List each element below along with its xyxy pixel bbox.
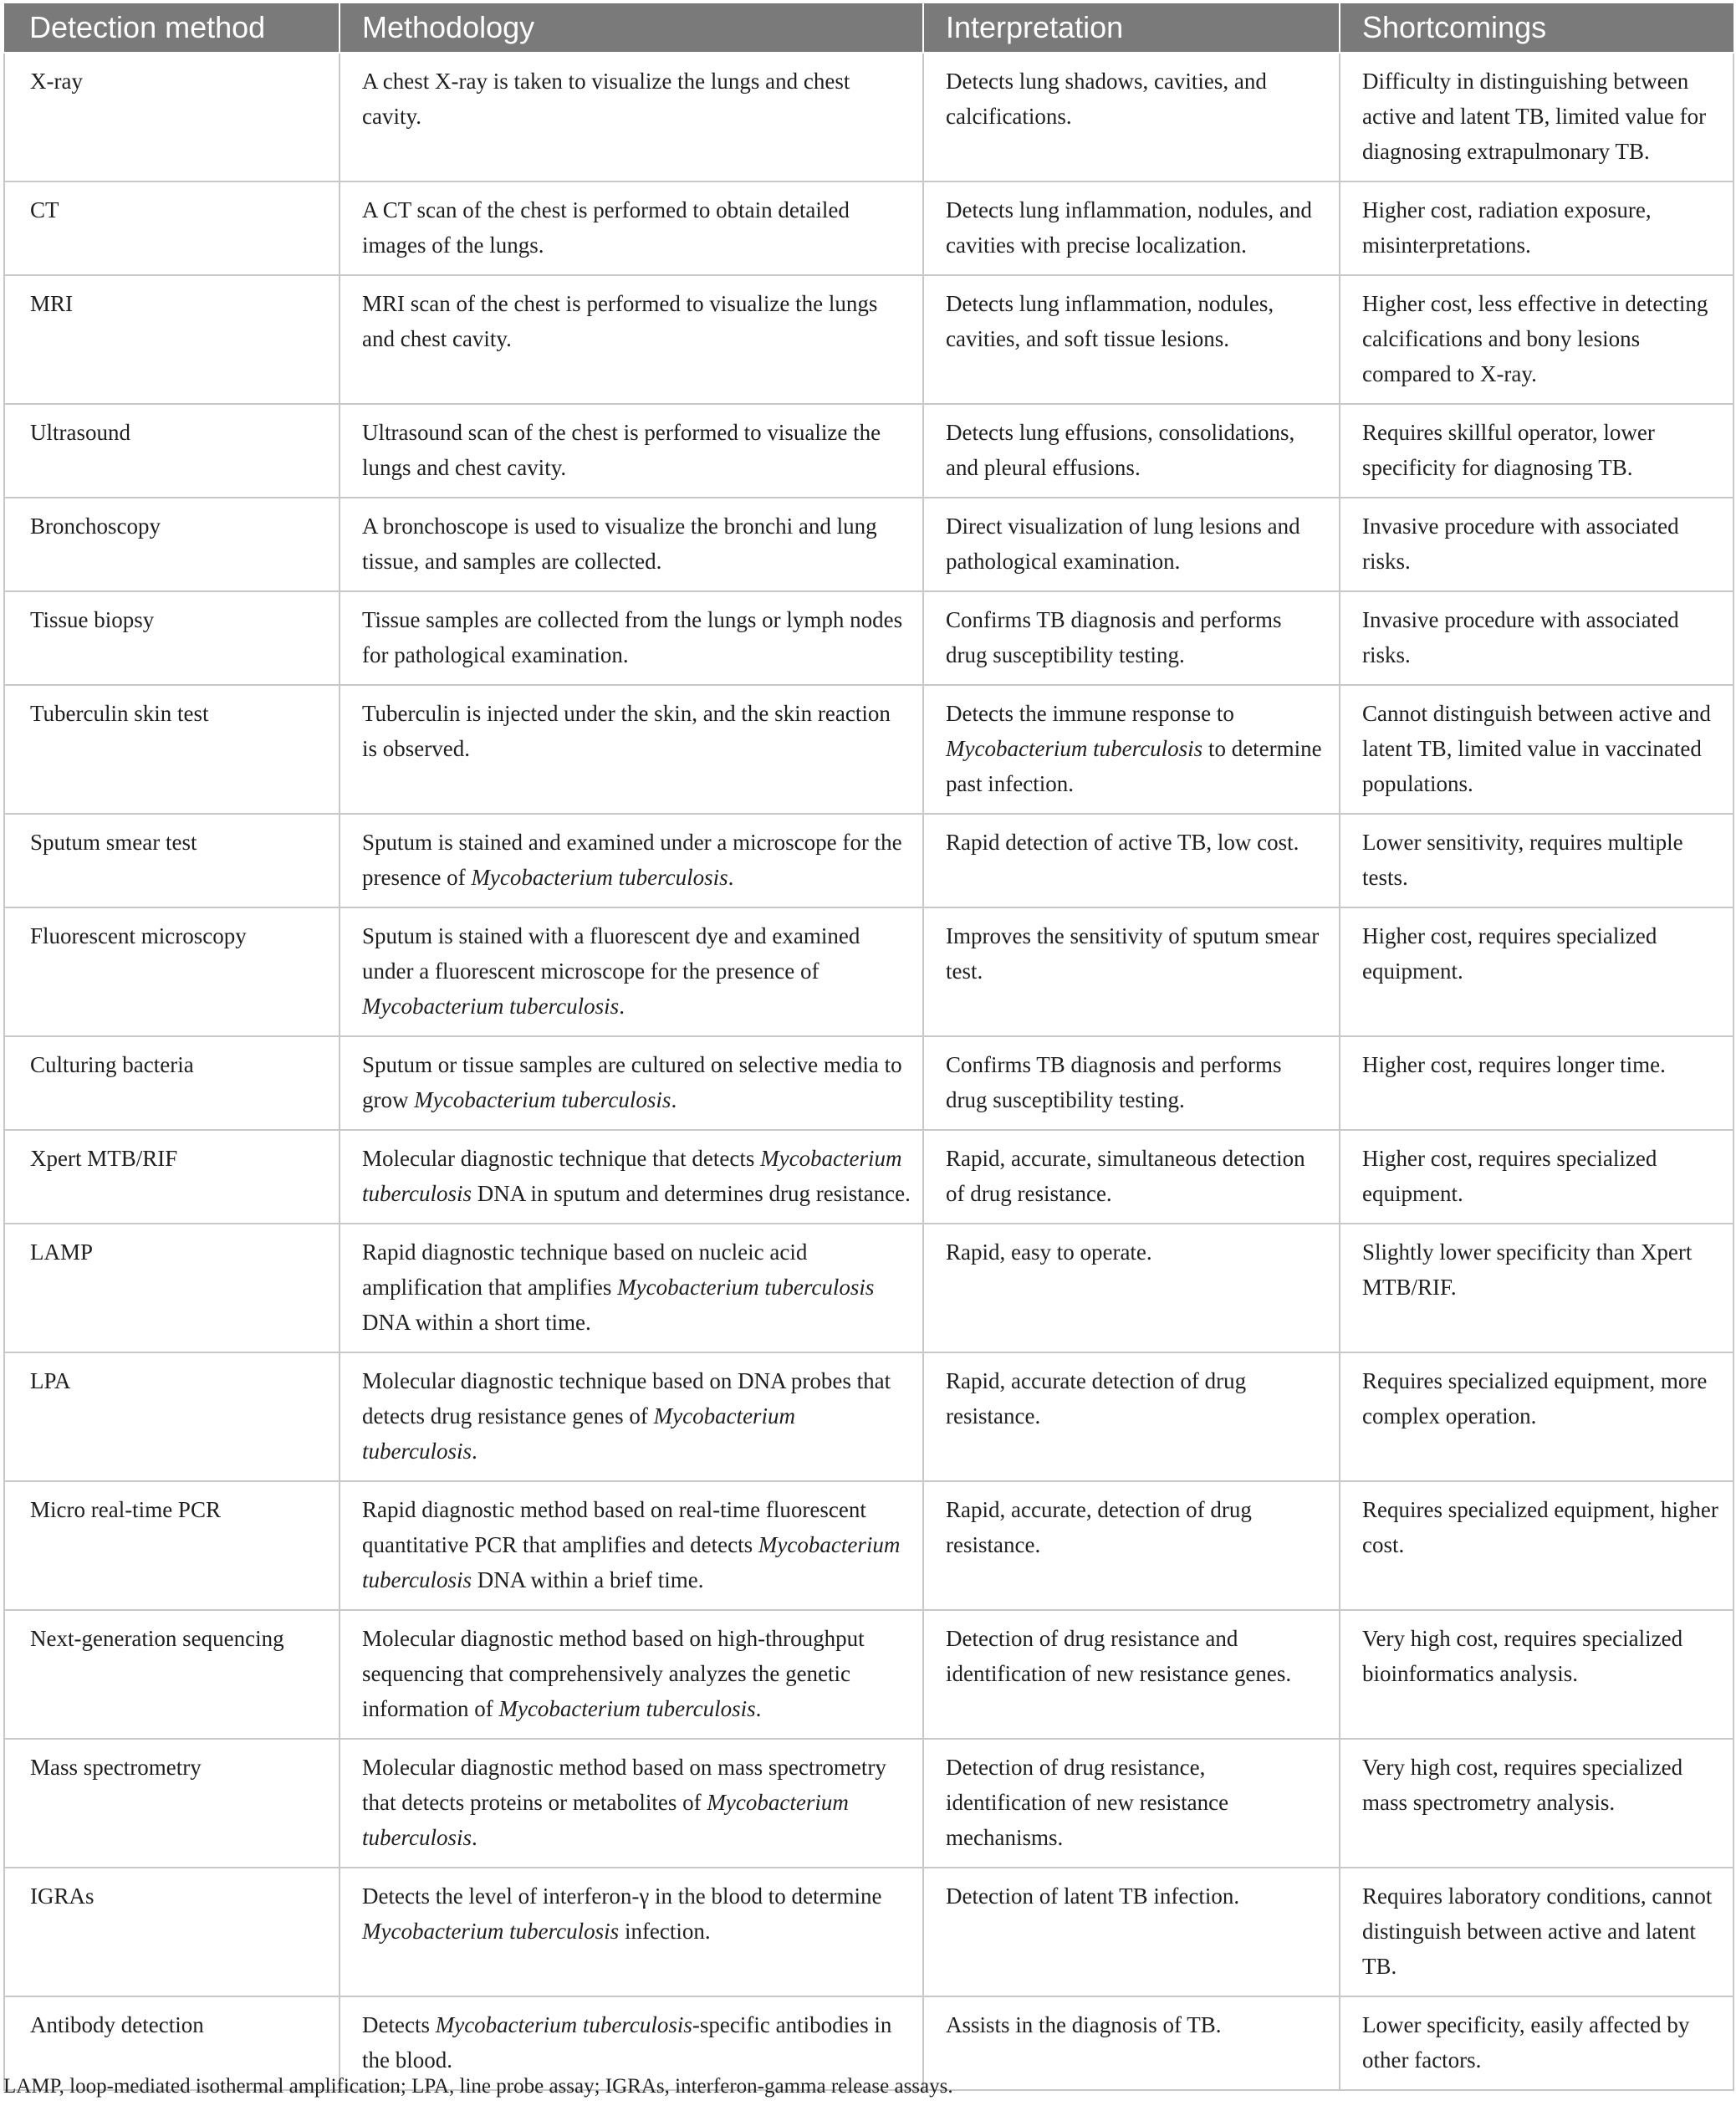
cell-text: DNA within a brief time. bbox=[472, 1567, 704, 1592]
table-row bbox=[4, 814, 1733, 907]
cell-interpretation: Rapid detection of active TB, low cost. bbox=[923, 814, 1340, 907]
cell-shortcomings: Higher cost, requires longer time. bbox=[1340, 1036, 1733, 1130]
cell-interpretation: Detects lung effusions, consolidations, and pleural effusions. bbox=[923, 404, 1340, 498]
cell-interpretation: Detection of drug resistance, identification of new resistance mechanisms. bbox=[923, 1739, 1340, 1868]
cell-detection-method: IGRAs bbox=[4, 1868, 340, 1996]
species-name: Mycobacterium tuberculosis bbox=[946, 736, 1203, 761]
cell-detection-method: Bronchoscopy bbox=[4, 498, 340, 591]
cell-methodology: MRI scan of the chest is performed to visualize the lungs and chest cavity. bbox=[340, 275, 923, 404]
table-row bbox=[4, 1868, 1733, 1996]
species-name: Mycobacterium tuberculosis bbox=[617, 1275, 875, 1300]
species-name: Mycobacterium tuberculosis bbox=[435, 2012, 692, 2037]
cell-interpretation: Detects lung inflammation, nodules, cavities, and soft tissue lesions. bbox=[923, 275, 1340, 404]
cell-interpretation: Direct visualization of lung lesions and pathological examination. bbox=[923, 498, 1340, 591]
table-row bbox=[4, 275, 1733, 404]
cell-interpretation: Detects lung inflammation, nodules, and cavities with precise localization. bbox=[923, 181, 1340, 275]
table-row bbox=[4, 181, 1733, 275]
cell-methodology bbox=[340, 1610, 923, 1739]
header-row bbox=[4, 3, 1733, 53]
cell-methodology: A chest X-ray is taken to visualize the lungs and chest cavity. bbox=[340, 53, 923, 181]
cell-shortcomings: Requires skillful operator, lower specificity for diagnosing TB. bbox=[1340, 404, 1733, 498]
cell-text: Molecular diagnostic method based on high-throughput sequencing that comprehensively analyzes the genetic information of bbox=[362, 1626, 865, 1721]
species-name: Mycobacterium tuberculosis bbox=[362, 1790, 849, 1850]
cell-text: Rapid diagnostic technique based on nucleic acid amplification that amplifies bbox=[362, 1239, 808, 1300]
cell-interpretation: Confirms TB diagnosis and performs drug susceptibility testing. bbox=[923, 1036, 1340, 1130]
table-footnote: LAMP, loop-mediated isothermal amplification; LPA, line probe assay; IGRAs, interferon-gamma release assays. bbox=[3, 2075, 953, 2098]
cell-shortcomings: Requires specialized equipment, higher cost. bbox=[1340, 1481, 1733, 1610]
table-row bbox=[4, 1352, 1733, 1481]
table-body bbox=[4, 53, 1733, 2090]
header-methodology: Methodology bbox=[340, 3, 923, 53]
table-row bbox=[4, 1481, 1733, 1610]
species-name: Mycobacterium tuberculosis bbox=[362, 1403, 796, 1464]
cell-shortcomings: Very high cost, requires specialized mass spectrometry analysis. bbox=[1340, 1739, 1733, 1868]
cell-shortcomings: Difficulty in distinguishing between active and latent TB, limited value for diagnosing extrapulmonary TB. bbox=[1340, 53, 1733, 181]
cell-text: Detects the level of interferon-γ in the blood to determine bbox=[362, 1883, 882, 1909]
table-row bbox=[4, 498, 1733, 591]
cell-shortcomings: Invasive procedure with associated risks. bbox=[1340, 498, 1733, 591]
species-name: Mycobacterium tuberculosis bbox=[471, 865, 728, 890]
header-shortcomings: Shortcomings bbox=[1340, 3, 1733, 53]
species-name: Mycobacterium tuberculosis bbox=[362, 994, 620, 1019]
species-name: Mycobacterium tuberculosis bbox=[362, 1919, 620, 1944]
cell-methodology bbox=[340, 1868, 923, 1996]
table-row bbox=[4, 53, 1733, 181]
cell-methodology bbox=[340, 907, 923, 1036]
species-name: Mycobacterium tuberculosis bbox=[362, 1146, 902, 1206]
species-name: Mycobacterium tuberculosis bbox=[414, 1087, 671, 1112]
cell-interpretation: Rapid, easy to operate. bbox=[923, 1224, 1340, 1352]
cell-detection-method: Tuberculin skin test bbox=[4, 685, 340, 814]
cell-text: Detects the immune response to bbox=[946, 701, 1234, 726]
cell-interpretation: Assists in the diagnosis of TB. bbox=[923, 1996, 1340, 2090]
cell-detection-method: MRI bbox=[4, 275, 340, 404]
table-row bbox=[4, 907, 1733, 1036]
cell-shortcomings: Lower sensitivity, requires multiple tests. bbox=[1340, 814, 1733, 907]
cell-shortcomings: Cannot distinguish between active and latent TB, limited value in vaccinated populations. bbox=[1340, 685, 1733, 814]
cell-interpretation bbox=[923, 685, 1340, 814]
cell-text: -specific antibodies in the blood. bbox=[362, 2012, 892, 2073]
cell-text: Rapid diagnostic method based on real-time fluorescent quantitative PCR that amplifies and detects bbox=[362, 1497, 866, 1557]
cell-interpretation: Rapid, accurate, simultaneous detection of drug resistance. bbox=[923, 1130, 1340, 1224]
cell-detection-method: Ultrasound bbox=[4, 404, 340, 498]
cell-detection-method: LPA bbox=[4, 1352, 340, 1481]
cell-text: . bbox=[472, 1439, 477, 1464]
header-interpretation: Interpretation bbox=[923, 3, 1340, 53]
cell-interpretation: Rapid, accurate, detection of drug resistance. bbox=[923, 1481, 1340, 1610]
cell-interpretation: Detection of latent TB infection. bbox=[923, 1868, 1340, 1996]
cell-detection-method: CT bbox=[4, 181, 340, 275]
header-detection-method: Detection method bbox=[4, 3, 340, 53]
cell-detection-method: Sputum smear test bbox=[4, 814, 340, 907]
table-row bbox=[4, 1130, 1733, 1224]
table-row bbox=[4, 1224, 1733, 1352]
cell-shortcomings: Slightly lower specificity than Xpert MTB/RIF. bbox=[1340, 1224, 1733, 1352]
cell-detection-method: LAMP bbox=[4, 1224, 340, 1352]
cell-interpretation: Detects lung shadows, cavities, and calcifications. bbox=[923, 53, 1340, 181]
cell-interpretation: Rapid, accurate detection of drug resistance. bbox=[923, 1352, 1340, 1481]
cell-methodology bbox=[340, 1739, 923, 1868]
table-header bbox=[4, 3, 1733, 53]
cell-detection-method: Mass spectrometry bbox=[4, 1739, 340, 1868]
cell-methodology bbox=[340, 814, 923, 907]
cell-methodology bbox=[340, 1352, 923, 1481]
cell-shortcomings: Invasive procedure with associated risks. bbox=[1340, 591, 1733, 685]
cell-text: DNA within a short time. bbox=[362, 1310, 591, 1335]
cell-detection-method: Fluorescent microscopy bbox=[4, 907, 340, 1036]
cell-text: Molecular diagnostic method based on mass spectrometry that detects proteins or metabolites of bbox=[362, 1755, 886, 1815]
cell-text: infection. bbox=[619, 1919, 711, 1944]
cell-text: Sputum is stained and examined under a microscope for the presence of bbox=[362, 830, 902, 890]
cell-text: DNA in sputum and determines drug resistance. bbox=[472, 1181, 911, 1206]
table-row bbox=[4, 1610, 1733, 1739]
cell-interpretation: Confirms TB diagnosis and performs drug susceptibility testing. bbox=[923, 591, 1340, 685]
cell-detection-method: Culturing bacteria bbox=[4, 1036, 340, 1130]
cell-interpretation: Improves the sensitivity of sputum smear test. bbox=[923, 907, 1340, 1036]
cell-text: Detects bbox=[362, 2012, 436, 2037]
cell-detection-method: Xpert MTB/RIF bbox=[4, 1130, 340, 1224]
cell-methodology bbox=[340, 1224, 923, 1352]
cell-shortcomings: Higher cost, requires specialized equipment. bbox=[1340, 1130, 1733, 1224]
cell-shortcomings: Higher cost, requires specialized equipment. bbox=[1340, 907, 1733, 1036]
cell-shortcomings: Requires laboratory conditions, cannot distinguish between active and latent TB. bbox=[1340, 1868, 1733, 1996]
cell-detection-method: X-ray bbox=[4, 53, 340, 181]
cell-methodology bbox=[340, 1130, 923, 1224]
cell-methodology: Ultrasound scan of the chest is performed to visualize the lungs and chest cavity. bbox=[340, 404, 923, 498]
cell-methodology bbox=[340, 1481, 923, 1610]
cell-methodology: Tuberculin is injected under the skin, and the skin reaction is observed. bbox=[340, 685, 923, 814]
species-name: Mycobacterium tuberculosis bbox=[362, 1532, 901, 1592]
cell-detection-method: Tissue biopsy bbox=[4, 591, 340, 685]
cell-text: Sputum is stained with a fluorescent dye and examined under a fluorescent microscope for the presence of bbox=[362, 923, 860, 984]
species-name: Mycobacterium tuberculosis bbox=[498, 1696, 756, 1721]
cell-methodology: Tissue samples are collected from the lungs or lymph nodes for pathological examination. bbox=[340, 591, 923, 685]
cell-text: Sputum or tissue samples are cultured on selective media to grow bbox=[362, 1052, 902, 1112]
cell-text: to determine past infection. bbox=[946, 736, 1322, 796]
cell-text: Molecular diagnostic technique that detects bbox=[362, 1146, 761, 1171]
cell-text: . bbox=[728, 865, 734, 890]
table-row bbox=[4, 591, 1733, 685]
table-row bbox=[4, 1036, 1733, 1130]
cell-shortcomings: Lower specificity, easily affected by other factors. bbox=[1340, 1996, 1733, 2090]
cell-shortcomings: Higher cost, radiation exposure, misinterpretations. bbox=[1340, 181, 1733, 275]
cell-shortcomings: Requires specialized equipment, more complex operation. bbox=[1340, 1352, 1733, 1481]
cell-text: . bbox=[472, 1825, 477, 1850]
cell-shortcomings: Very high cost, requires specialized bioinformatics analysis. bbox=[1340, 1610, 1733, 1739]
cell-detection-method: Antibody detection bbox=[4, 1996, 340, 2090]
cell-text: . bbox=[755, 1696, 762, 1721]
table-row bbox=[4, 404, 1733, 498]
cell-detection-method: Micro real-time PCR bbox=[4, 1481, 340, 1610]
cell-text: . bbox=[619, 994, 625, 1019]
cell-methodology bbox=[340, 1036, 923, 1130]
cell-methodology: A CT scan of the chest is performed to obtain detailed images of the lungs. bbox=[340, 181, 923, 275]
table-row bbox=[4, 685, 1733, 814]
detection-methods-table bbox=[3, 3, 1734, 2091]
table-row bbox=[4, 1739, 1733, 1868]
cell-methodology: A bronchoscope is used to visualize the bronchi and lung tissue, and samples are collected. bbox=[340, 498, 923, 591]
detection-methods-table-container bbox=[3, 3, 1733, 2091]
cell-shortcomings: Higher cost, less effective in detecting calcifications and bony lesions compared to X-ray. bbox=[1340, 275, 1733, 404]
cell-text: . bbox=[671, 1087, 677, 1112]
cell-text: Molecular diagnostic technique based on DNA probes that detects drug resistance genes of bbox=[362, 1368, 891, 1429]
cell-interpretation: Detection of drug resistance and identification of new resistance genes. bbox=[923, 1610, 1340, 1739]
cell-detection-method: Next-generation sequencing bbox=[4, 1610, 340, 1739]
